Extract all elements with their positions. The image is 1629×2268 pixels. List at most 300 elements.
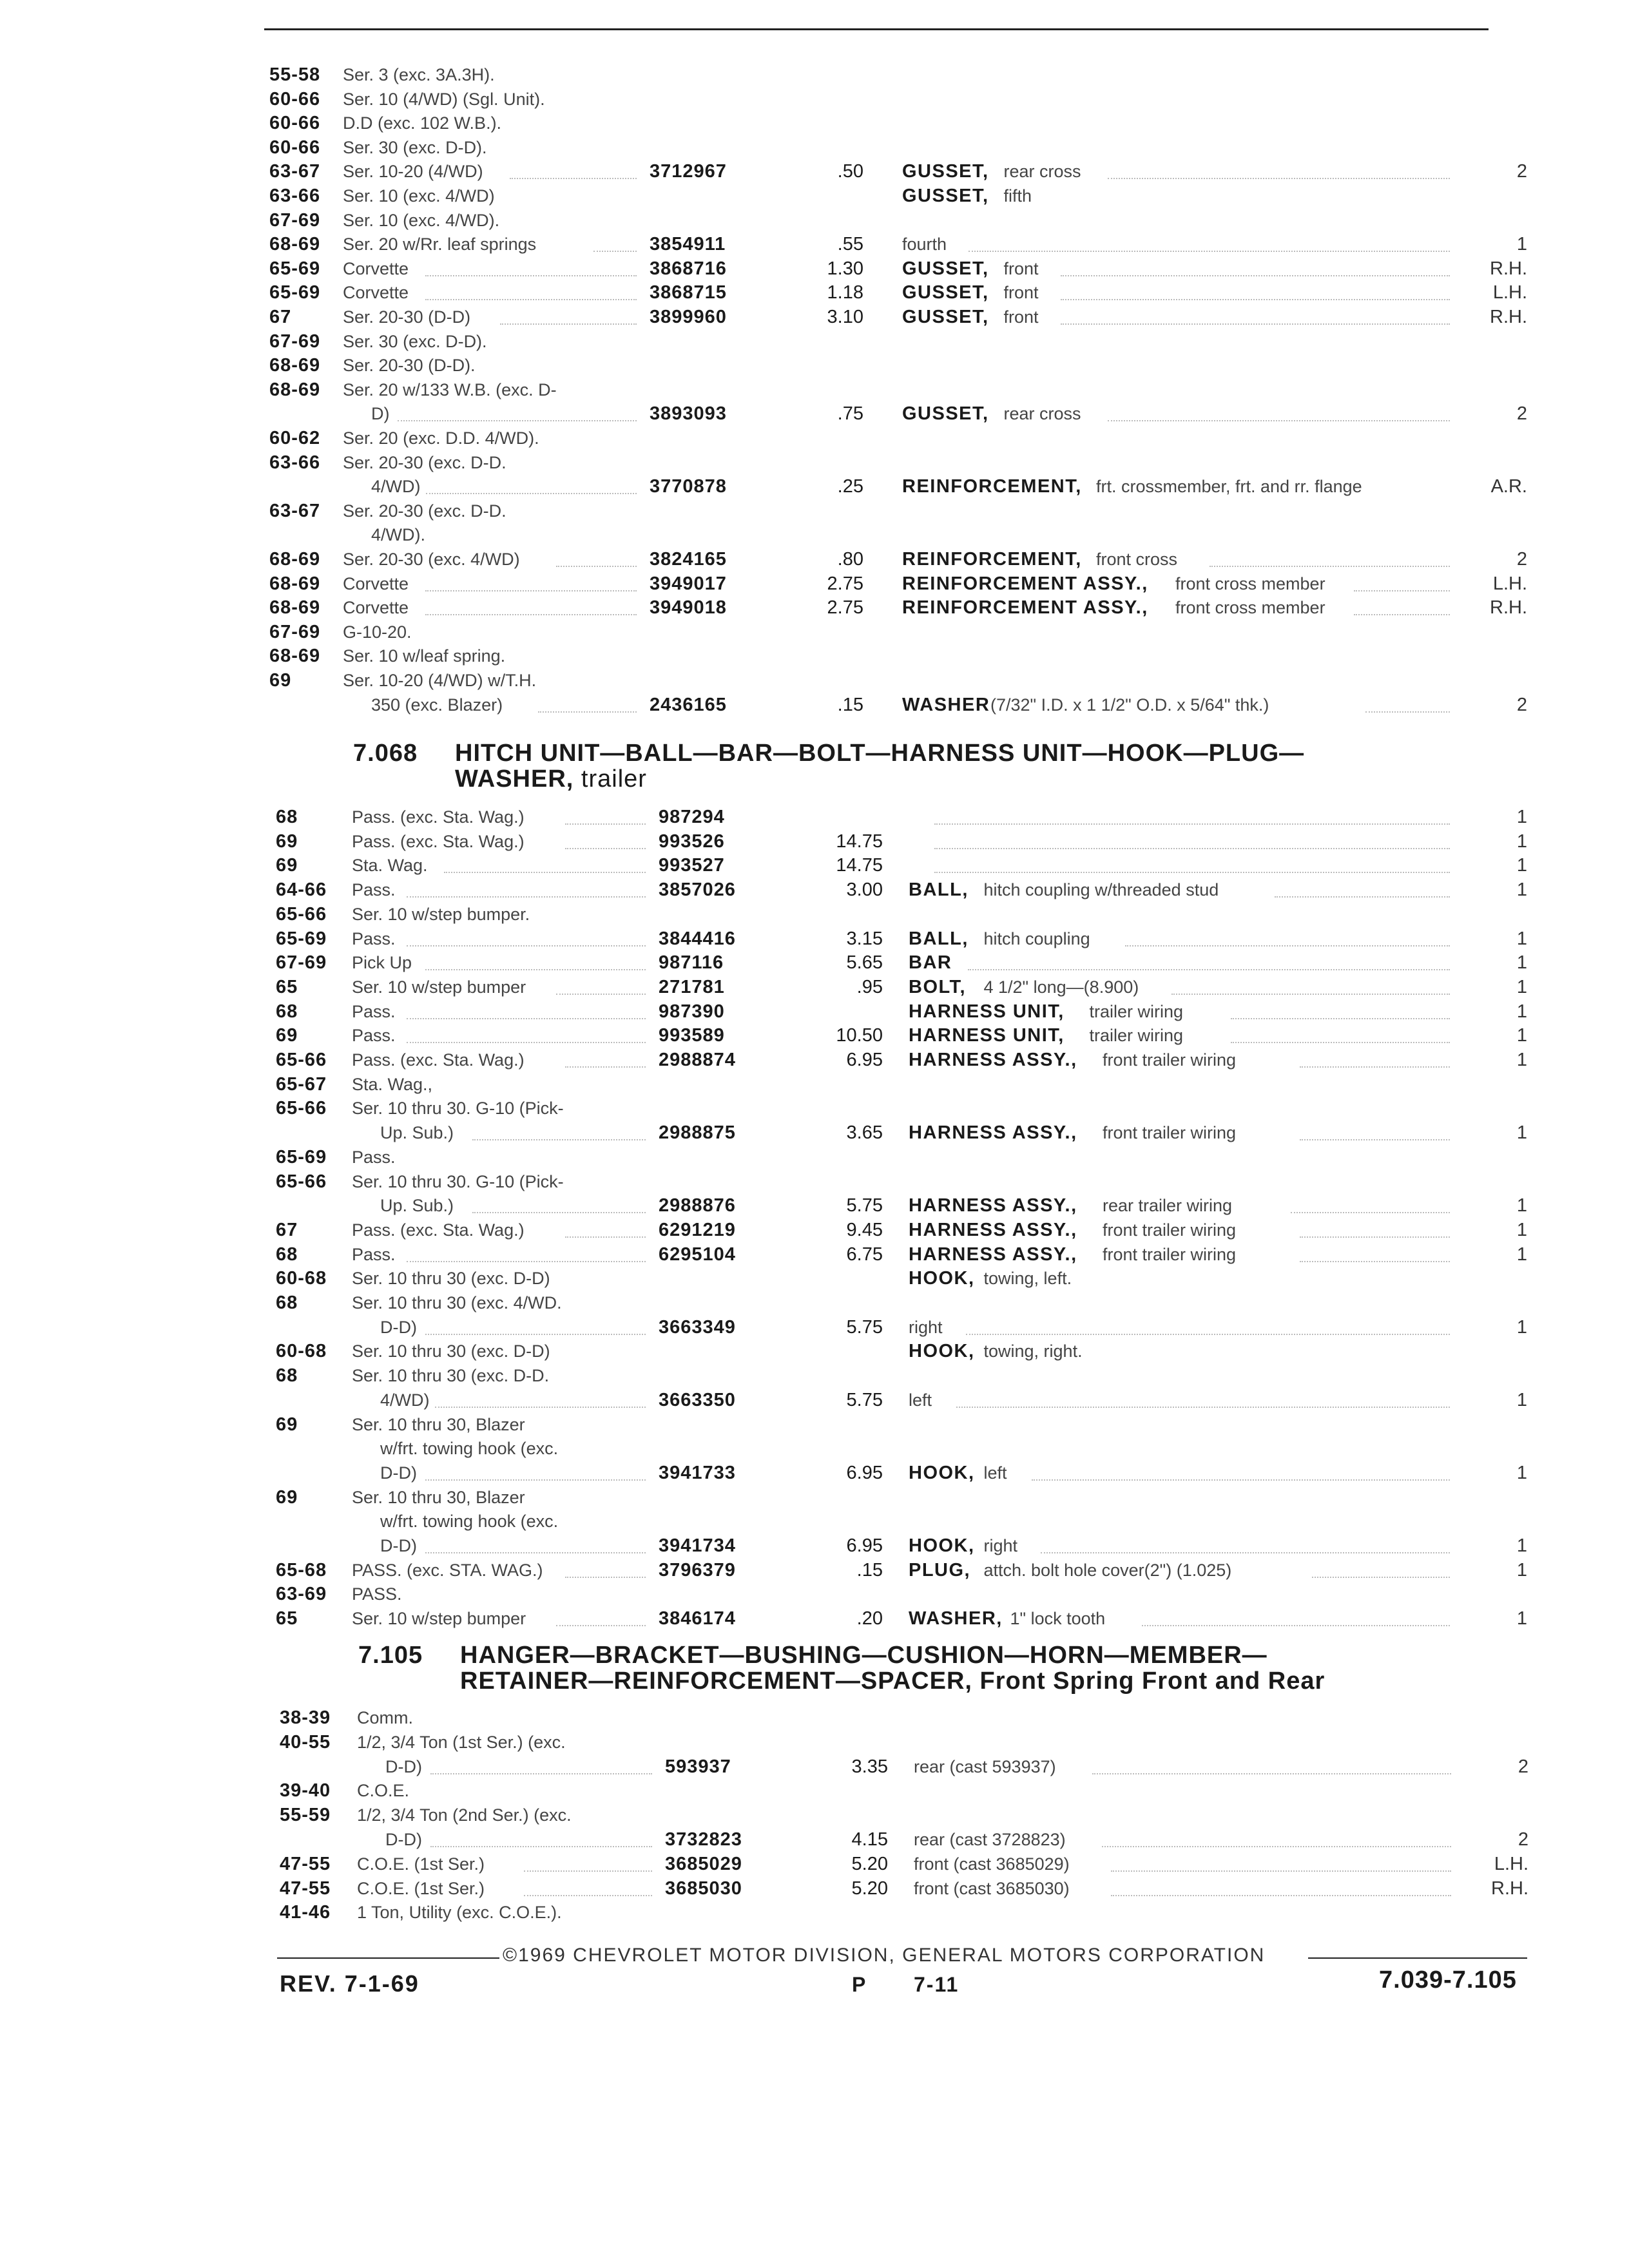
parts-row <box>0 1731 1629 1754</box>
leader-dots <box>1092 1773 1451 1774</box>
leader-dots <box>1032 1479 1451 1481</box>
part-number: 3949017 <box>650 573 727 594</box>
leader-dots <box>556 566 637 567</box>
model-years: 67-69 <box>269 621 321 642</box>
part-name: BALL, <box>909 928 969 949</box>
parts-row <box>0 805 1629 829</box>
section-heading-7068-line2 <box>455 765 647 793</box>
model-years: 65-69 <box>269 282 321 303</box>
section-title-line2-rest: Front Spring Front and Rear <box>979 1667 1325 1695</box>
part-name: REINFORCEMENT ASSY., <box>902 573 1148 594</box>
model-years: 65 <box>276 976 298 997</box>
part-number: 6295104 <box>659 1244 736 1265</box>
list-price: .15 <box>856 1559 883 1581</box>
parts-row <box>0 669 1629 692</box>
quantity: 1 <box>1516 976 1527 997</box>
quantity: 2 <box>1516 403 1527 425</box>
leader-dots <box>472 1212 646 1213</box>
parts-row <box>0 975 1629 999</box>
model-years: 68-69 <box>269 355 321 376</box>
leader-dots <box>1300 1139 1450 1140</box>
model-years: 68 <box>276 1244 298 1265</box>
parts-row <box>0 1901 1629 1924</box>
quantity: L.H. <box>1492 573 1527 594</box>
leader-dots <box>1102 1846 1452 1847</box>
model-years: 60-68 <box>276 1268 327 1289</box>
application: Pass. <box>352 1244 396 1264</box>
leader-dots <box>425 299 637 300</box>
model-years: 67-69 <box>269 331 321 352</box>
application: Pass. <box>352 1026 396 1046</box>
application: Ser. 10 w/step bumper. <box>352 904 530 924</box>
list-price: 5.75 <box>846 1195 883 1216</box>
leader-dots <box>1275 896 1451 898</box>
model-years: 68 <box>276 807 298 827</box>
leader-dots <box>407 1018 646 1019</box>
part-number: 3941734 <box>659 1535 736 1556</box>
quantity: 1 <box>1516 855 1527 876</box>
leader-dots <box>1354 614 1450 615</box>
parts-row <box>0 1510 1629 1533</box>
model-years: 55-58 <box>269 64 321 85</box>
leader-dots <box>1365 711 1451 713</box>
application: Up. Sub.) <box>380 1123 454 1143</box>
parts-row <box>0 1755 1629 1778</box>
section-heading-7105 <box>358 1642 1268 1669</box>
leader-dots <box>425 614 637 615</box>
application: Ser. 10 w/leaf spring. <box>343 646 506 666</box>
part-description: front cross member <box>1175 573 1325 593</box>
model-years: 67-69 <box>269 209 321 231</box>
application: Ser. 10 (exc. 4/WD). <box>343 210 500 230</box>
part-description: rear (cast 593937) <box>914 1756 1056 1776</box>
leader-dots <box>524 1870 653 1872</box>
application: Ser. 10 (exc. 4/WD) <box>343 186 495 206</box>
leader-dots <box>425 275 637 276</box>
model-years: 67 <box>269 307 292 327</box>
section-title-line1: HITCH UNIT—BALL—BAR—BOLT—HARNESS UNIT—HOOK—PLUG— <box>455 740 1305 767</box>
leader-dots <box>565 848 646 849</box>
part-number: 3796379 <box>659 1559 736 1581</box>
leader-dots <box>934 848 1450 849</box>
quantity: 1 <box>1516 1025 1527 1046</box>
quantity: L.H. <box>1492 282 1527 303</box>
leader-dots <box>956 1407 1450 1408</box>
leader-dots <box>430 1846 652 1847</box>
model-years: 38-39 <box>280 1707 331 1728</box>
part-description: (7/32" I.D. x 1 1/2" O.D. x 5/64" thk.) <box>990 695 1269 715</box>
parts-row <box>0 330 1629 353</box>
application: Pass. <box>352 1001 396 1021</box>
part-number: 3663349 <box>659 1316 736 1338</box>
part-number: 987294 <box>659 807 725 827</box>
list-price: 6.95 <box>846 1535 883 1556</box>
parts-row <box>0 499 1629 523</box>
application: D-D) <box>380 1536 417 1555</box>
parts-row <box>0 88 1629 111</box>
parts-row <box>0 693 1629 716</box>
parts-row <box>0 1146 1629 1169</box>
model-years: 69 <box>276 1486 298 1508</box>
part-name: GUSSET, <box>902 403 989 425</box>
list-price: 3.10 <box>827 307 863 327</box>
part-number: 3685029 <box>665 1853 742 1874</box>
parts-row <box>0 1243 1629 1266</box>
part-name: HARNESS UNIT, <box>909 1001 1065 1022</box>
part-description: front trailer wiring <box>1103 1050 1237 1070</box>
part-description: front trailer wiring <box>1103 1123 1237 1143</box>
leader-dots <box>565 1236 646 1238</box>
application: Ser. 20 w/133 W.B. (exc. D- <box>343 380 557 399</box>
parts-row <box>0 427 1629 450</box>
parts-row <box>0 903 1629 926</box>
list-price: 5.75 <box>846 1316 883 1338</box>
model-years: 69 <box>276 831 298 852</box>
part-number: 987116 <box>659 952 724 974</box>
section-heading-7068 <box>353 740 1305 767</box>
parts-row <box>0 951 1629 974</box>
part-name: BOLT, <box>909 976 967 997</box>
application: D-D) <box>380 1317 417 1337</box>
parts-row <box>0 354 1629 377</box>
application: D.D (exc. 102 W.B.). <box>343 113 502 133</box>
leader-dots <box>556 994 646 995</box>
application: Ser. 10 thru 30, Blazer <box>352 1414 525 1434</box>
part-number: 3712967 <box>650 161 727 182</box>
application: Ser. 20-30 (D-D). <box>343 356 476 376</box>
leader-dots <box>934 872 1450 873</box>
application: Ser. 10 thru 30 (exc. D-D. <box>352 1366 550 1386</box>
application: Ser. 10 (4/WD) (Sgl. Unit). <box>343 89 545 109</box>
quantity: 1 <box>1516 1244 1527 1265</box>
leader-dots <box>472 1139 646 1140</box>
part-number: 3846174 <box>659 1608 736 1629</box>
part-number: 6291219 <box>659 1219 736 1240</box>
application: C.O.E. <box>357 1781 410 1801</box>
quantity: 1 <box>1516 1050 1527 1070</box>
application: Comm. <box>357 1708 413 1727</box>
part-name: GUSSET, <box>902 161 989 182</box>
footer-rule-left <box>277 1957 499 1959</box>
model-years: 69 <box>276 1414 298 1435</box>
parts-row <box>0 257 1629 280</box>
application: Pass. (exc. Sta. Wag.) <box>352 1050 525 1070</box>
quantity: 2 <box>1518 1829 1528 1850</box>
part-name: GUSSET, <box>902 307 989 327</box>
application: Sta. Wag. <box>352 856 428 876</box>
parts-row <box>0 1803 1629 1827</box>
part-number: 3868715 <box>650 282 727 303</box>
model-years: 47-55 <box>280 1878 331 1899</box>
leader-dots <box>425 590 637 591</box>
list-price: 5.20 <box>851 1878 888 1899</box>
parts-row <box>0 1340 1629 1363</box>
leader-dots <box>1231 1018 1451 1019</box>
application: 1/2, 3/4 Ton (1st Ser.) (exc. <box>357 1732 566 1752</box>
application: Pass. <box>352 928 396 948</box>
leader-dots <box>1291 1212 1451 1213</box>
list-price: 9.45 <box>846 1219 883 1240</box>
leader-dots <box>1111 1895 1451 1896</box>
part-description: front (cast 3685030) <box>914 1878 1070 1898</box>
quantity: 1 <box>1516 1001 1527 1022</box>
parts-row <box>0 1828 1629 1851</box>
application: Ser. 20-30 (exc. D-D. <box>343 501 506 521</box>
part-description: trailer wiring <box>1089 1026 1184 1046</box>
application: D-D) <box>385 1756 422 1776</box>
parts-row <box>0 1534 1629 1557</box>
application: Corvette <box>343 283 409 303</box>
part-name: BALL, <box>909 879 969 901</box>
leader-dots <box>444 872 646 873</box>
part-number: 593937 <box>665 1756 731 1777</box>
parts-row <box>0 1000 1629 1023</box>
part-name: HOOK, <box>909 1535 975 1556</box>
leader-dots <box>1354 590 1450 591</box>
part-name: WASHER <box>902 694 990 715</box>
model-years: 63-67 <box>269 500 321 521</box>
leader-dots <box>500 323 637 325</box>
parts-row <box>0 1582 1629 1606</box>
part-description: right <box>983 1536 1018 1555</box>
parts-row <box>0 1194 1629 1217</box>
revision-date: REV. 7-1-69 <box>280 1970 419 1997</box>
application: C.O.E. (1st Ser.) <box>357 1854 485 1874</box>
application: Ser. 10-20 (4/WD) w/T.H. <box>343 671 537 690</box>
application: PASS. (exc. STA. WAG.) <box>352 1560 543 1580</box>
part-description: towing, right. <box>983 1341 1083 1361</box>
part-description: attch. bolt hole cover(2") (1.025) <box>983 1560 1232 1580</box>
section-number: 7.105 <box>358 1642 423 1669</box>
quantity: 1 <box>1516 1316 1527 1338</box>
leader-dots <box>407 1042 646 1043</box>
part-number: 2988874 <box>659 1050 736 1070</box>
leader-dots <box>407 1261 646 1262</box>
list-price: .15 <box>837 694 863 715</box>
list-price: 5.20 <box>851 1853 888 1874</box>
section-title-line2-bold: WASHER, <box>455 765 574 793</box>
leader-dots <box>510 178 637 179</box>
quantity: 2 <box>1516 549 1527 570</box>
application: Pass. (exc. Sta. Wag.) <box>352 831 525 851</box>
part-description: hitch coupling w/threaded stud <box>983 880 1219 900</box>
application: Ser. 10 thru 30, Blazer <box>352 1487 525 1507</box>
parts-row <box>0 854 1629 877</box>
model-years: 68 <box>276 1001 298 1022</box>
quantity: A.R. <box>1490 476 1527 497</box>
application: Corvette <box>343 258 409 278</box>
model-years: 41-46 <box>280 1902 331 1923</box>
list-price: .25 <box>837 476 863 497</box>
leader-dots <box>425 969 646 970</box>
section-heading-7105-line2 <box>460 1667 1325 1695</box>
model-years: 65 <box>276 1608 298 1629</box>
application: Ser. 10 w/step bumper <box>352 977 526 997</box>
part-name: BAR <box>909 952 952 974</box>
parts-row <box>0 1877 1629 1900</box>
model-years: 60-66 <box>269 113 321 134</box>
model-years: 65-66 <box>276 1098 327 1119</box>
parts-row <box>0 1389 1629 1412</box>
parts-row <box>0 281 1629 304</box>
part-description: right <box>909 1317 943 1337</box>
parts-row <box>0 596 1629 619</box>
leader-dots <box>398 420 637 421</box>
part-number: 3899960 <box>650 307 727 327</box>
list-price: 5.75 <box>846 1389 883 1410</box>
leader-dots <box>538 711 637 713</box>
list-price: 3.35 <box>851 1756 888 1777</box>
model-years: 65-67 <box>276 1073 327 1095</box>
leader-dots <box>1111 1870 1451 1872</box>
section-number: 7.068 <box>353 740 418 767</box>
leader-dots <box>425 1334 646 1335</box>
model-years: 60-68 <box>276 1341 327 1362</box>
model-years: 68-69 <box>269 549 321 570</box>
model-years: 69 <box>269 670 292 691</box>
application: Ser. 10 thru 30 (exc. 4/WD. <box>352 1293 562 1312</box>
part-description: front trailer wiring <box>1103 1220 1237 1240</box>
part-name: HARNESS ASSY., <box>909 1050 1077 1070</box>
parts-row <box>0 1121 1629 1144</box>
part-name: HARNESS UNIT, <box>909 1025 1065 1046</box>
part-description: towing, left. <box>983 1269 1072 1289</box>
model-years: 60-62 <box>269 428 321 448</box>
parts-row <box>0 830 1629 853</box>
application: Corvette <box>343 598 409 618</box>
part-number: 3824165 <box>650 549 727 570</box>
part-name: GUSSET, <box>902 186 989 206</box>
application: Ser. 10 thru 30 (exc. D-D) <box>352 1269 550 1289</box>
quantity: R.H. <box>1490 597 1527 619</box>
parts-row <box>0 1073 1629 1096</box>
application: G-10-20. <box>343 622 412 642</box>
application: 4/WD) <box>380 1390 430 1410</box>
list-price: .20 <box>856 1608 883 1629</box>
part-number: 2988876 <box>659 1195 736 1216</box>
application: Ser. 30 (exc. D-D). <box>343 331 487 351</box>
model-years: 47-55 <box>280 1853 331 1874</box>
leader-dots <box>1125 945 1451 947</box>
application: Corvette <box>343 573 409 593</box>
parts-row <box>0 1779 1629 1802</box>
parts-row <box>0 1170 1629 1193</box>
list-price: 1.18 <box>827 282 863 303</box>
quantity: 1 <box>1516 952 1527 974</box>
application: 1 Ton, Utility (exc. C.O.E.). <box>357 1903 562 1923</box>
model-years: 69 <box>276 855 298 876</box>
leader-dots <box>1142 1625 1450 1626</box>
parts-row <box>0 305 1629 329</box>
part-description: trailer wiring <box>1089 1001 1184 1021</box>
model-years: 63-66 <box>269 186 321 206</box>
parts-row <box>0 927 1629 950</box>
leader-dots <box>435 1407 646 1408</box>
parts-row <box>0 620 1629 644</box>
model-years: 65-69 <box>269 258 321 279</box>
list-price: 3.15 <box>846 928 883 949</box>
quantity: R.H. <box>1491 1878 1528 1899</box>
leader-dots <box>1061 275 1450 276</box>
application: Up. Sub.) <box>380 1196 454 1216</box>
part-number: 3732823 <box>665 1829 742 1850</box>
part-name: HARNESS ASSY., <box>909 1244 1077 1265</box>
section-range: 7.039-7.105 <box>1379 1966 1517 1994</box>
part-number: 3844416 <box>659 928 736 949</box>
list-price: .55 <box>837 234 863 255</box>
leader-dots <box>565 1066 646 1068</box>
quantity: 1 <box>1516 1389 1527 1410</box>
model-years: 64-66 <box>276 879 327 901</box>
part-name: HOOK, <box>909 1341 975 1362</box>
application: D-D) <box>380 1463 417 1483</box>
list-price: 10.50 <box>836 1025 883 1046</box>
parts-row <box>0 160 1629 183</box>
part-name: HARNESS ASSY., <box>909 1122 1077 1144</box>
application: Sta. Wag., <box>352 1074 433 1094</box>
quantity: 1 <box>1516 234 1527 255</box>
model-years: 65-66 <box>276 1050 327 1070</box>
part-name: HOOK, <box>909 1268 975 1289</box>
leader-dots <box>1041 1552 1450 1553</box>
parts-row <box>0 1048 1629 1072</box>
leader-dots <box>407 896 646 898</box>
list-price: .95 <box>856 976 883 997</box>
part-number: 993527 <box>659 855 725 876</box>
list-price: 6.75 <box>846 1244 883 1265</box>
model-years: 60-66 <box>269 88 321 110</box>
quantity: 2 <box>1518 1756 1528 1777</box>
leader-dots <box>426 493 637 494</box>
leader-dots <box>556 1625 646 1626</box>
parts-row <box>0 475 1629 498</box>
application: Ser. 3 (exc. 3A.3H). <box>343 65 495 84</box>
quantity: 1 <box>1516 928 1527 949</box>
part-description: rear cross <box>1003 404 1081 424</box>
model-years: 68-69 <box>269 234 321 255</box>
leader-dots <box>968 969 1451 970</box>
leader-dots <box>1210 566 1451 567</box>
list-price: 14.75 <box>836 831 883 852</box>
parts-row <box>0 378 1629 401</box>
application: Pass. <box>352 1147 396 1167</box>
quantity: 1 <box>1516 1195 1527 1216</box>
application: Ser. 10 w/step bumper <box>352 1609 526 1629</box>
quantity: 1 <box>1516 1559 1527 1581</box>
section-title-line2-rest: trailer <box>581 765 647 793</box>
list-price: 3.65 <box>846 1122 883 1144</box>
leader-dots <box>1061 323 1450 325</box>
model-years: 63-69 <box>276 1584 327 1605</box>
copyright-line: ©1969 CHEVROLET MOTOR DIVISION, GENERAL MOTORS CORPORATION <box>503 1945 1266 1966</box>
parts-row <box>0 1097 1629 1120</box>
quantity: 2 <box>1516 694 1527 715</box>
model-years: 65-66 <box>276 1171 327 1192</box>
list-price: .50 <box>837 161 863 182</box>
leader-dots <box>425 1479 646 1481</box>
parts-row <box>0 523 1629 546</box>
part-name: HARNESS ASSY., <box>909 1195 1077 1216</box>
quantity: 1 <box>1516 1219 1527 1240</box>
part-name: WASHER, <box>909 1608 1003 1629</box>
part-number: 993589 <box>659 1025 725 1046</box>
application: C.O.E. (1st Ser.) <box>357 1878 485 1898</box>
part-description: rear (cast 3728823) <box>914 1830 1066 1849</box>
part-description: front <box>1003 307 1039 327</box>
part-number: 3941733 <box>659 1462 736 1483</box>
parts-row <box>0 1218 1629 1242</box>
application: Ser. 10 thru 30. G-10 (Pick- <box>352 1171 564 1191</box>
